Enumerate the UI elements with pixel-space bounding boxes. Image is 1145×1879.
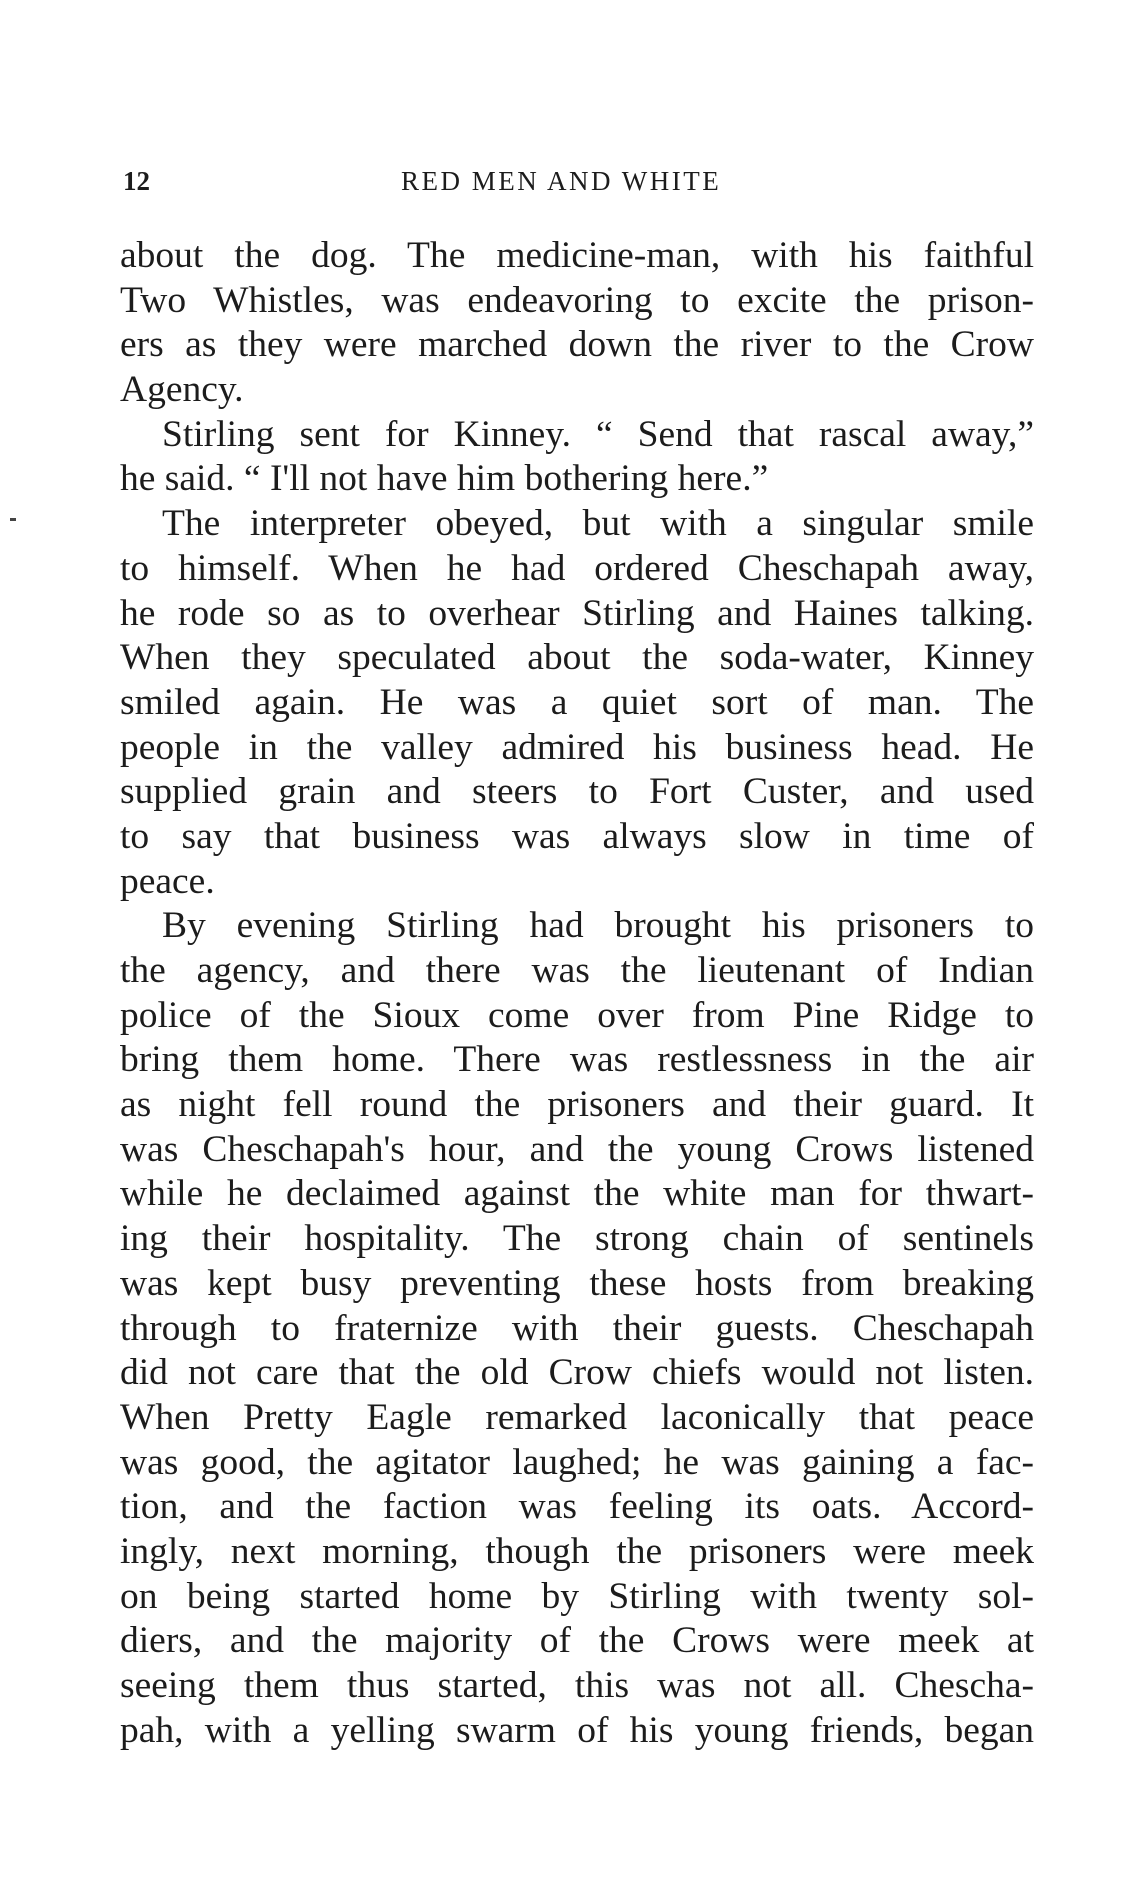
- text-line: did not care that the old Crow chiefs would not listen.: [120, 1352, 1034, 1394]
- running-head: [123, 166, 1033, 202]
- text-line: diers, and the majority of the Crows were meek at: [120, 1620, 1034, 1662]
- text-line: ing their hospitality. The strong chain of sentinels: [120, 1218, 1034, 1260]
- text-line: When Pretty Eagle remarked laconically that peace: [120, 1396, 1034, 1438]
- text-line: on being started home by Stirling with twenty sol-: [120, 1575, 1034, 1617]
- text-line: was good, the agitator laughed; he was gaining a fac-: [120, 1441, 1034, 1483]
- text-line: he rode so as to overhear Stirling and Haines talking.: [120, 592, 1034, 634]
- text-line: while he declaimed against the white man for thwart-: [120, 1173, 1034, 1215]
- text-line: When they speculated about the soda-water, Kinney: [120, 637, 1034, 679]
- text-line: tion, and the faction was feeling its oats. Accord-: [120, 1486, 1034, 1528]
- text-line: as night fell round the prisoners and their guard. It: [120, 1084, 1034, 1126]
- running-title: RED MEN AND WHITE: [401, 166, 722, 196]
- text-line: through to fraternize with their guests. Cheschapah: [120, 1307, 1034, 1349]
- margin-mark: [10, 518, 16, 521]
- text-line: Stirling sent for Kinney. “ Send that rascal away,”: [162, 413, 1034, 455]
- text-line: pah, with a yelling swarm of his young friends, began: [120, 1709, 1034, 1751]
- text-line: the agency, and there was the lieutenant of Indian: [120, 950, 1034, 991]
- text-line: was kept busy preventing these hosts from breaking: [120, 1262, 1034, 1304]
- text-line: to say that business was always slow in time of: [120, 815, 1034, 857]
- text-line: Two Whistles, was endeavoring to excite the prison-: [120, 279, 1034, 321]
- text-line: ingly, next morning, though the prisoners were meek: [120, 1530, 1034, 1572]
- text-line: people in the valley admired his business head. He: [120, 726, 1034, 768]
- text-line: peace.: [120, 860, 215, 902]
- page-number: 12: [123, 166, 150, 196]
- text-line: By evening Stirling had brought his prisoners to: [162, 905, 1034, 947]
- text-line: Agency.: [120, 369, 244, 411]
- text-line: he said. “ I'll not have him bothering here.”: [120, 458, 769, 500]
- text-line: police of the Sioux come over from Pine Ridge to: [120, 994, 1034, 1036]
- body-text: [120, 234, 1034, 1753]
- text-line: smiled again. He was a quiet sort of man. The: [120, 681, 1034, 723]
- text-line: bring them home. There was restlessness in the air: [120, 1039, 1034, 1081]
- text-line: was Cheschapah's hour, and the young Crows listened: [120, 1128, 1034, 1170]
- text-line: about the dog. The medicine-man, with his faithful: [120, 235, 1034, 276]
- text-line: ers as they were marched down the river to the Crow: [120, 324, 1034, 366]
- text-line: supplied grain and steers to Fort Custer, and used: [120, 771, 1034, 813]
- text-line: The interpreter obeyed, but with a singular smile: [162, 503, 1034, 545]
- text-line: seeing them thus started, this was not all. Chescha-: [120, 1665, 1034, 1706]
- text-line: to himself. When he had ordered Cheschapah away,: [120, 547, 1034, 589]
